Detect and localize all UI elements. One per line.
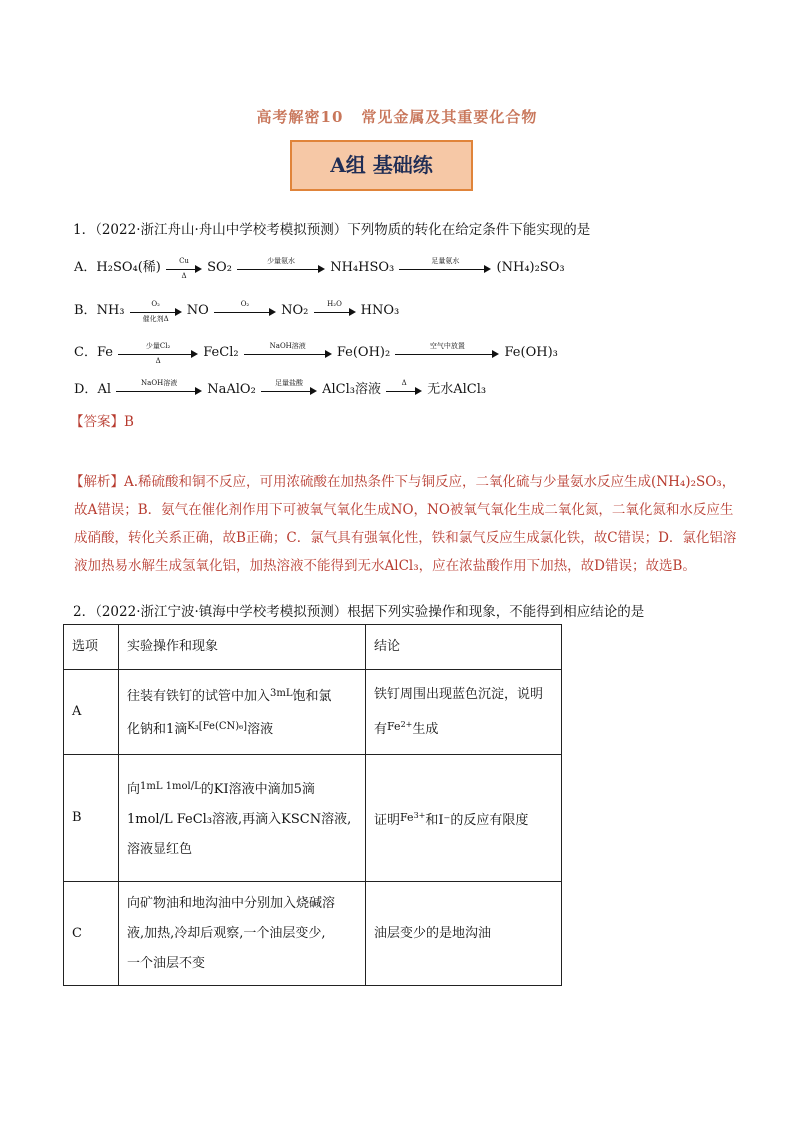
cell-text: 铁钉周围出现蓝色沉淀，说明 bbox=[374, 686, 544, 702]
reaction-arrow bbox=[130, 299, 182, 323]
group-label: A组 基础练 bbox=[330, 153, 433, 177]
q2-stem: 2．（2022·浙江宁波·镇海中学校考模拟预测）根据下列实验操作和现象，不能得到相应结论的是 bbox=[73, 604, 645, 620]
cell-text: 3mL bbox=[270, 688, 293, 699]
cell-text: 一个油层不变 bbox=[127, 955, 206, 971]
section-title-number: 高考解密10 bbox=[256, 108, 344, 126]
reaction-arrow bbox=[261, 378, 317, 397]
table-cell-conclusion bbox=[366, 755, 562, 882]
table-cell-option: A bbox=[64, 670, 119, 755]
table-cell-operation bbox=[119, 882, 366, 986]
cell-text: 的KI溶液中滴加5滴 bbox=[200, 781, 315, 797]
option-label: B． bbox=[74, 303, 97, 318]
arrow-condition: Δ bbox=[155, 356, 161, 365]
reaction-arrow bbox=[237, 256, 325, 275]
cell-text: 1mol/L FeCl₃ bbox=[127, 811, 213, 827]
table-cell-conclusion bbox=[366, 670, 562, 755]
species: HNO₃ bbox=[360, 303, 400, 318]
section-title bbox=[0, 106, 794, 127]
species: NaAlO₂ bbox=[207, 382, 256, 397]
answer-label: 【答案】 bbox=[70, 414, 124, 430]
species: FeCl₂ bbox=[203, 345, 239, 360]
table-cell-operation bbox=[119, 755, 366, 882]
reaction-arrow bbox=[314, 299, 356, 318]
species: H₂SO₄(稀) bbox=[96, 260, 161, 275]
table-header-row bbox=[64, 625, 562, 670]
cell-text: 2+ bbox=[400, 719, 413, 729]
cell-text: 化钠和1滴 bbox=[127, 722, 188, 737]
q1-option-b bbox=[74, 299, 400, 323]
cell-text: 生成 bbox=[412, 721, 439, 737]
cell-text: 溶液显红色 bbox=[127, 841, 193, 857]
arrow-condition: NaOH溶液 bbox=[269, 341, 306, 350]
species: Fe(OH)₂ bbox=[336, 345, 391, 360]
option-label: C． bbox=[74, 345, 97, 360]
cell-text: 证明 bbox=[374, 812, 401, 828]
arrow-condition: Cu bbox=[179, 256, 189, 265]
cell-text: 有 bbox=[374, 721, 388, 737]
option-label: D． bbox=[74, 382, 98, 397]
q1-answer bbox=[70, 410, 134, 430]
option-label: A． bbox=[74, 260, 97, 275]
q1-option-c bbox=[74, 341, 558, 365]
table-header: 结论 bbox=[366, 625, 562, 670]
species: NO bbox=[186, 303, 209, 318]
q1-stem: 1．（2022·浙江舟山·舟山中学校考模拟预测）下列物质的转化在给定条件下能实现的是 bbox=[73, 222, 591, 238]
species: 无水AlCl₃ bbox=[427, 382, 487, 397]
q1-option-d bbox=[74, 378, 486, 397]
table-cell-option: C bbox=[64, 882, 119, 986]
cell-text: 溶液,再滴入KSCN溶液, bbox=[212, 811, 352, 827]
species: Al bbox=[97, 382, 111, 397]
species: Fe(OH)₃ bbox=[504, 345, 558, 360]
cell-text: 向 bbox=[127, 781, 141, 797]
species: Fe bbox=[96, 345, 113, 360]
analysis-text: A.稀硫酸和铜不反应，可用浓硫酸在加热条件下与铜反应，二氧化硫与少量氨水反应生成(NH₄)₂SO₃，故A错误；B．氨气在催化剂作用下可被氧气氧化生成NO，NO被氧气氧化生成二氧化氮，二氧化氮和水反应生成硝酸，转化关系正确，故B正确；C．氯气具有强氧化性，铁和氯气反应生成氯化铁，故C错误；D．氯化铝溶液加热易水解生成氢氧化铝，加热溶液不能得到无水AlCl₃，应在浓盐酸作用下加热，故D错误；故选B。 bbox=[74, 474, 737, 574]
cell-text: K₃[Fe(CN)₆] bbox=[187, 721, 248, 732]
arrow-condition: H₂O bbox=[327, 299, 342, 308]
cell-text: 1mL 1mol/L bbox=[140, 780, 201, 792]
cell-text: 溶液 bbox=[247, 722, 274, 737]
cell-text: 向矿物油和地沟油中分别加入烧碱溶 bbox=[127, 895, 336, 911]
cell-text: 和I⁻的反应有限度 bbox=[425, 812, 529, 828]
table-cell-operation bbox=[119, 670, 366, 755]
species: NH₃ bbox=[96, 303, 125, 318]
arrow-condition: Δ bbox=[401, 378, 407, 387]
answer-value: B bbox=[124, 414, 134, 430]
reaction-arrow bbox=[399, 256, 491, 275]
experiment-table bbox=[63, 624, 562, 986]
cell-text: Fe bbox=[400, 810, 414, 824]
q1-option-a bbox=[74, 256, 565, 280]
table-cell-conclusion: 油层变少的是地沟油 bbox=[366, 882, 562, 986]
table-row bbox=[64, 670, 562, 755]
section-title-topic: 常见金属及其重要化合物 bbox=[361, 108, 538, 126]
table-header: 选项 bbox=[64, 625, 119, 670]
species: SO₂ bbox=[207, 260, 232, 275]
reaction-arrow bbox=[395, 341, 499, 360]
arrow-condition: 少量氨水 bbox=[267, 256, 296, 265]
reaction-arrow bbox=[214, 299, 276, 318]
species: NH₄HSO₃ bbox=[330, 260, 395, 275]
group-label-box bbox=[290, 140, 473, 191]
arrow-condition: O₂ bbox=[240, 299, 250, 308]
arrow-condition: 足量氨水 bbox=[431, 256, 460, 265]
reaction-arrow bbox=[116, 378, 202, 397]
cell-text: 往装有铁钉的试管中加入 bbox=[127, 689, 271, 704]
cell-text: 3+ bbox=[413, 810, 426, 820]
analysis-label: 【解析】 bbox=[70, 474, 124, 490]
cell-text: Fe bbox=[387, 719, 401, 733]
reaction-arrow bbox=[118, 341, 198, 365]
arrow-condition: O₂ bbox=[151, 299, 160, 308]
cell-text: 液,加热,冷却后观察,一个油层变少, bbox=[127, 925, 326, 941]
reaction-arrow bbox=[166, 256, 202, 280]
table-row bbox=[64, 755, 562, 882]
arrow-condition: NaOH溶液 bbox=[141, 378, 178, 387]
species: NO₂ bbox=[281, 303, 309, 318]
arrow-condition: Δ bbox=[181, 271, 187, 280]
arrow-condition: 空气中放置 bbox=[429, 341, 465, 350]
species: (NH₄)₂SO₃ bbox=[496, 260, 565, 275]
arrow-condition: 少量Cl₂ bbox=[145, 341, 171, 350]
reaction-arrow bbox=[244, 341, 332, 360]
table-cell-option: B bbox=[64, 755, 119, 882]
species: AlCl₃溶液 bbox=[322, 382, 381, 397]
cell-text: 饱和氯 bbox=[292, 689, 332, 704]
arrow-condition: 催化剂Δ bbox=[142, 314, 169, 323]
reaction-arrow bbox=[386, 378, 422, 397]
q1-analysis bbox=[70, 468, 742, 580]
table-row bbox=[64, 882, 562, 986]
table-header: 实验操作和现象 bbox=[119, 625, 366, 670]
arrow-condition: 足量盐酸 bbox=[274, 378, 303, 387]
